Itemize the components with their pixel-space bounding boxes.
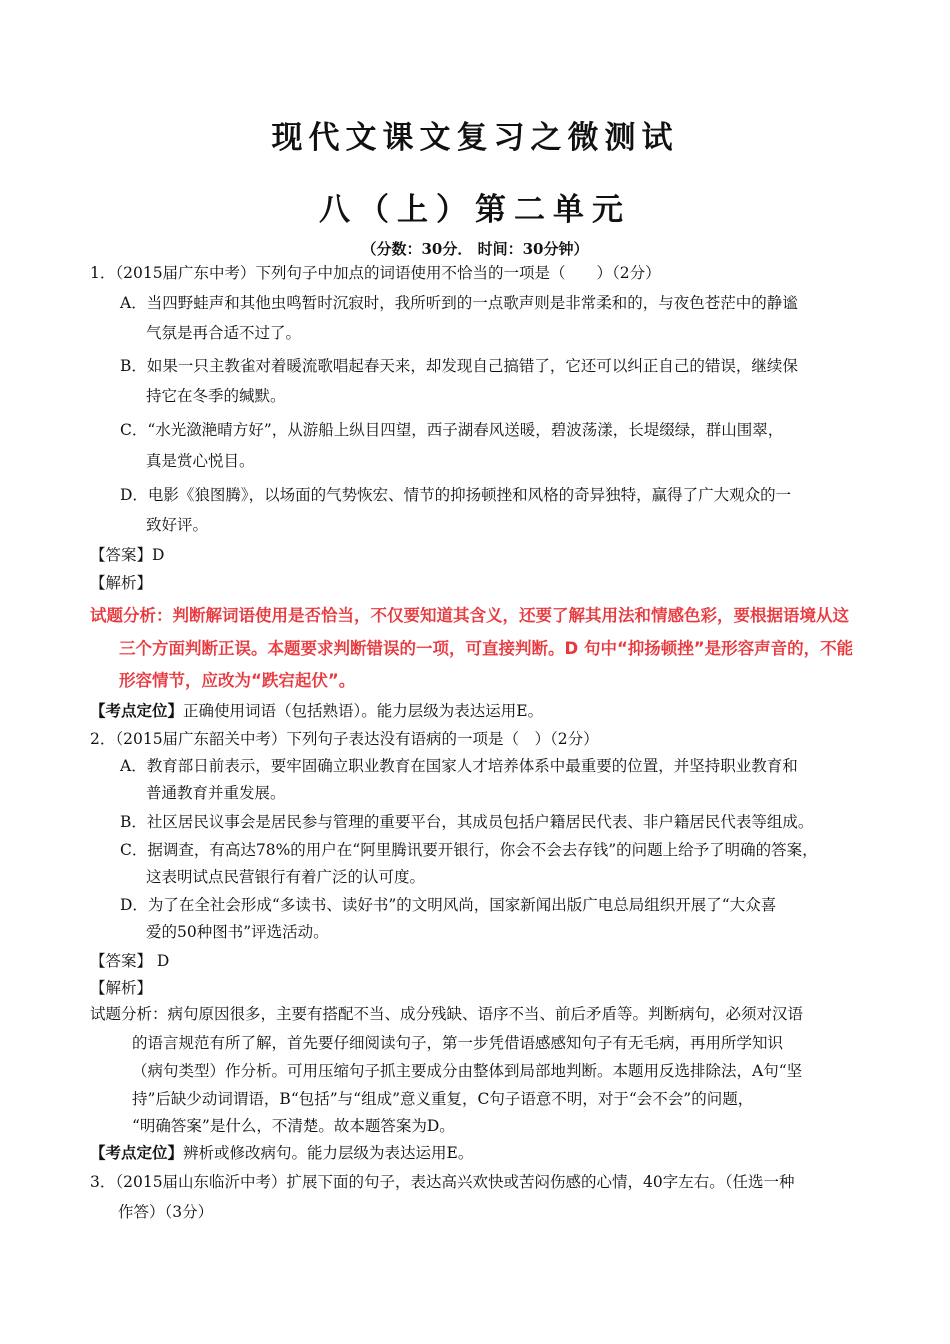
q1-option-a-cont: 气氛是再合适不过了。 <box>146 324 302 342</box>
q1-stem: 1．（2015届广东中考）下列句子中加点的词语使用不恰当的一项是（ ）（2分） <box>90 264 661 282</box>
q1-kaodian-label: 【考点定位】 <box>90 701 184 720</box>
q1-option-b: B．如果一只主教雀对着暖流歌唱起春天来，却发现自己搞错了，它还可以纠正自己的错误，继续保 <box>120 357 798 375</box>
q1-option-c: C．“水光潋滟晴方好”，从游船上纵目四望，西子湖春风送暖，碧波荡漾，长堤缀绿，群山围翠， <box>120 421 784 439</box>
q1-option-d: D．电影《狼图腾》，以场面的气势恢宏、情节的抑扬顿挫和风格的奇异独特，赢得了广大观众的一 <box>120 486 792 504</box>
q2-option-b: B．社区居民议事会是居民参与管理的重要平台，其成员包括户籍居民代表、非户籍居民代表等组成。 <box>120 813 814 831</box>
q2-kaodian-text: 辨析或修改病句。能力层级为表达运用E。 <box>183 1144 474 1162</box>
q2-stem: 2．（2015届广东韶关中考）下列句子表达没有语病的一项是（ ）（2分） <box>90 730 599 748</box>
q1-kaodian-text: 正确使用词语（包括熟语）。能力层级为表达运用E。 <box>183 702 544 720</box>
q1-option-d-cont: 致好评。 <box>146 516 209 534</box>
q2-option-a-cont: 普通教育并重发展。 <box>146 784 286 802</box>
q2-option-d: D．为了在全社会形成“多读书、读好书”的文明风尚，国家新闻出版广电总局组织开展了“大众喜 <box>120 896 777 914</box>
q1-option-a: A．当四野蛙声和其他虫鸣暂时沉寂时，我所听到的一点歌声则是非常柔和的，与夜色苍茫中的静谧 <box>120 294 798 312</box>
q2-option-c: C．据调查，有高达78%的用户在“阿里腾讯要开银行，你会不会去存钱”的问题上给予了明确的答案， <box>120 841 818 859</box>
q1-answer: 【答案】D <box>90 546 165 564</box>
q1-analysis-line-2: 三个方面判断正误。本题要求判断错误的一项，可直接判断。D 句中“抑扬顿挫”是形容声音的，不能 <box>119 639 854 658</box>
score-time-line: （分数：30分． 时间：30分钟） <box>361 240 589 258</box>
q2-option-a: A．教育部日前表示，要牢固确立职业教育在国家人才培养体系中最重要的位置，并坚持职业教育和 <box>120 757 798 775</box>
page-title: 现代文课文复习之微测试 <box>271 120 679 156</box>
q2-analysis-line-3: （病句类型）作分析。可用压缩句子抓主要成分由整体到局部地判断。本题用反选排除法，A句“坚 <box>132 1062 803 1080</box>
q3-stem: 3．（2015届山东临沂中考）扩展下面的句子，表达高兴欢快或苦闷伤感的心情，40字左右。（任选一种 <box>90 1173 795 1191</box>
q2-answer: 【答案】 D <box>90 952 170 970</box>
q1-option-b-cont: 持它在冬季的缄默。 <box>146 387 286 405</box>
q1-option-c-cont: 真是赏心悦目。 <box>146 452 255 470</box>
q2-kaodian-label: 【考点定位】 <box>90 1143 184 1162</box>
q1-analysis-line-3: 形容情节，应改为“跌宕起伏”。 <box>119 671 356 690</box>
q2-analysis-label: 【解析】 <box>90 979 153 997</box>
q2-kaodian <box>90 1143 473 1163</box>
q3-stem-cont: 作答）（3分） <box>118 1203 214 1221</box>
q2-analysis-line-1: 试题分析：病句原因很多，主要有搭配不当、成分残缺、语序不当、前后矛盾等。判断病句，必须对汉语 <box>90 1005 804 1023</box>
q1-analysis-line-1: 试题分析：判断解词语使用是否恰当，不仅要知道其含义，还要了解其用法和情感色彩，要根据语境从这 <box>90 606 849 625</box>
q2-analysis-line-2: 的语言规范有所了解，首先要仔细阅读句子，第一步凭借语感感知句子有无毛病，再用所学知识 <box>132 1034 784 1052</box>
q2-analysis-line-4: 持”后缺少动词谓语，B“包括”与“组成”意义重复，C句子语意不明，对于“会不会”的问题， <box>132 1090 754 1108</box>
q2-analysis-line-5: “明确答案”是什么，不清楚。故本题答案为D。 <box>132 1117 455 1135</box>
q2-option-d-cont: 爱的50种图书”评选活动。 <box>146 923 329 941</box>
q1-kaodian <box>90 701 543 721</box>
q2-option-c-cont: 这表明试点民营银行有着广泛的认可度。 <box>146 868 426 886</box>
q1-analysis-label: 【解析】 <box>90 574 153 592</box>
page-subtitle: 八（上）第二单元 <box>319 192 631 228</box>
